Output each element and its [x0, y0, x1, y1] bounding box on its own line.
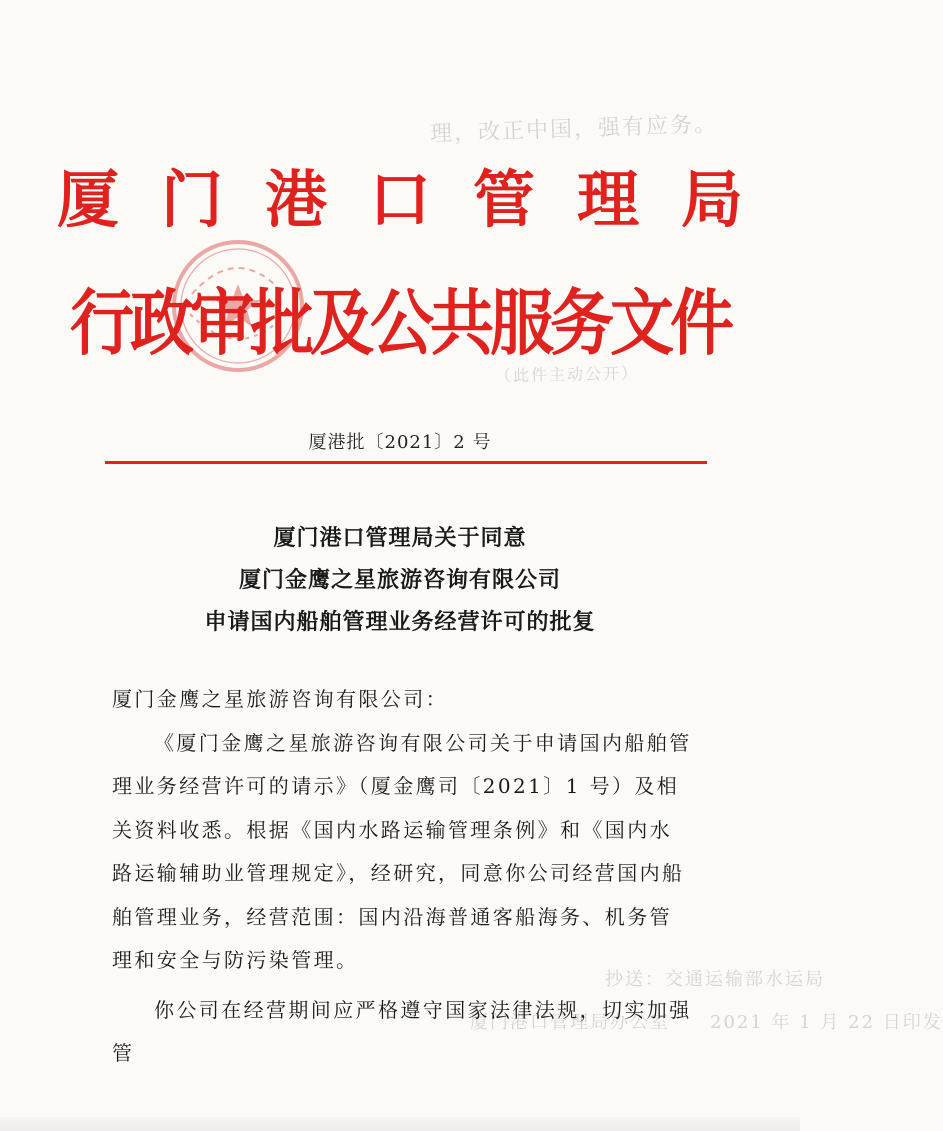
- scan-edge: [0, 1117, 800, 1131]
- red-divider-line: [105, 461, 707, 464]
- bleed-through-text-mid: （此件主动公开）: [494, 363, 640, 386]
- issuing-authority-title: 厦门港口管理局: [56, 163, 785, 236]
- document-number: 厦港批〔2021〕2 号: [308, 432, 492, 453]
- body-paragraph-1: 《厦门金鹰之星旅游咨询有限公司关于申请国内船舶管理业务经营许可的请示》（厦金鹰司〔2021〕1 号）及相关资料收悉。根据《国内水路运输管理条例》和《国内水路运输辅助业管理规定》，经研究，同意你公司经营国内船舶管理业务，经营范围：国内沿海普通客船海务、机务管理和安全与防污染管理。: [112, 730, 692, 972]
- subject-line-2: 厦门金鹰之星旅游咨询有限公司: [238, 568, 561, 593]
- body-paragraph-2: 你公司在经营期间应严格遵守国家法律法规，切实加强管: [112, 997, 692, 1065]
- document-type-heading: 行政审批及公共服务文件: [70, 283, 730, 367]
- bleed-through-text-bottom-2: 厦门港口管理局办公室 2021 年 1 月 22 日印发: [470, 1012, 943, 1033]
- subject-line-1: 厦门港口管理局关于同意: [273, 526, 527, 551]
- subject-line-3: 申请国内船舶管理业务经营许可的批复: [204, 610, 596, 635]
- addressee: 厦门金鹰之星旅游咨询有限公司：: [112, 687, 448, 711]
- bleed-through-text-top: 理，改正中国，强有应务。: [429, 111, 719, 148]
- bleed-through-text-bottom-1: 抄送：交通运输部水运局: [605, 969, 825, 990]
- document-body: [112, 678, 692, 1076]
- document-subject: [0, 518, 800, 644]
